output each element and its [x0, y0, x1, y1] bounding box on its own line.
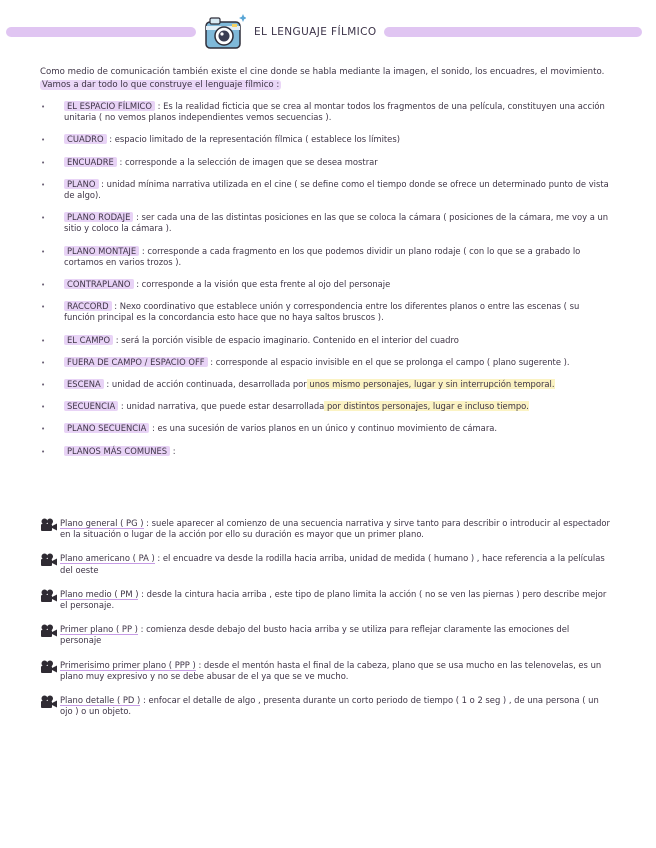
camera-icon [202, 12, 246, 54]
term-item [40, 301, 612, 323]
shot-name: Plano americano ( PA ) [60, 553, 155, 564]
term-item [40, 401, 612, 412]
film-camera-icon [40, 660, 58, 674]
term-description: : corresponde al espacio invisible en el que se prolonga el campo ( plano sugerente ). [207, 356, 570, 367]
term-description: : es una sucesión de varios planos en un único y continuo movimiento de cámara. [149, 423, 498, 434]
bullet-icon: • [41, 381, 46, 390]
film-camera-icon [40, 695, 58, 709]
shot-description: : desde la cintura hacia arriba , este tipo de plano limita la acción ( no se ven las piernas ) pero describe mejor el personaje. [60, 588, 607, 611]
term-item [40, 101, 612, 123]
term-description: : corresponde a la visión que esta frente al ojo del personaje [133, 279, 391, 290]
shot-item [40, 589, 612, 611]
film-camera-icon [40, 589, 58, 603]
bullet-icon: • [41, 358, 46, 367]
shot-name: Primer plano ( PP ) [60, 624, 138, 635]
bullet-icon: • [41, 303, 46, 312]
shot-description: : suele aparecer al comienzo de una secuencia narrativa y sirve tanto para describir o introducir al espectador en la situación o lugar de la acción por ello su duración es mayor que un primer plano. [60, 518, 610, 540]
shot-types-list [40, 518, 612, 730]
term-label: EL ESPACIO FÍLMICO [64, 101, 155, 111]
term-highlight: por distintos personajes, lugar e incluso tiempo. [324, 401, 529, 412]
bullet-icon: • [41, 247, 46, 256]
title-decor-bar-right [384, 27, 642, 37]
term-label: PLANO MONTAJE [64, 246, 139, 256]
term-label: RACCORD [64, 301, 112, 311]
shot-description: : el encuadre va desde la rodilla hacia arriba, unidad de medida ( humano ) , hace referencia a la películas del oeste [60, 553, 605, 575]
term-label: FUERA DE CAMPO / ESPACIO OFF [64, 357, 208, 367]
term-list [40, 101, 612, 468]
shot-name: Plano detalle ( PD ) [60, 695, 141, 706]
film-camera-icon [40, 624, 58, 638]
term-item [40, 357, 612, 368]
term-description: : ser cada una de las distintas posiciones en las que se coloca la cámara ( posiciones de la cámara, me voy a un sitio y coloco la cámara ). [64, 212, 609, 234]
term-description: : corresponde a la selección de imagen que se desea mostrar [116, 156, 378, 167]
shot-description: : enfocar el detalle de algo , presenta durante un corto periodo de tiempo ( 1 o 2 seg ) , de una persona ( un ojo ) o un objeto. [60, 695, 599, 717]
shot-name: Primerisimo primer plano ( PPP ) [60, 659, 196, 670]
bullet-icon: • [41, 425, 46, 434]
term-description: : unidad mínima narrativa utilizada en el cine ( se define como el tiempo donde se ofrece un determinado punto de vista de algo). [64, 178, 609, 201]
intro-paragraph [40, 66, 610, 92]
bullet-icon: • [41, 281, 46, 290]
term-item [40, 446, 612, 457]
term-item [40, 157, 612, 168]
term-label: PLANO SECUENCIA [64, 423, 149, 433]
term-label: PLANO RODAJE [64, 212, 133, 222]
bullet-icon: • [41, 103, 46, 111]
term-item [40, 423, 612, 434]
intro-text: Como medio de comunicación también existe el cine donde se habla mediante la imagen, el sonido, los encuadres, el movimiento. [40, 67, 605, 77]
bullet-icon: • [41, 158, 46, 167]
term-item [40, 134, 612, 145]
shot-item [40, 518, 612, 540]
term-description: : [170, 445, 176, 456]
term-label: CONTRAPLANO [64, 279, 134, 289]
bullet-icon: • [41, 180, 46, 189]
term-label: ESCENA [64, 379, 104, 389]
term-item [40, 379, 612, 390]
bullet-icon: • [41, 336, 46, 345]
term-label: PLANO [64, 179, 99, 189]
shot-item [40, 695, 612, 717]
film-camera-icon [40, 518, 58, 532]
film-camera-icon [40, 553, 58, 567]
term-label: CUADRO [64, 134, 107, 144]
shot-item [40, 553, 612, 575]
term-description: : Nexo coordinativo que establece unión y correspondencia entre los diferentes planos o entre las escenas ( su función principal es la concordancia esto hace que no haya saltos bruscos ). [64, 301, 580, 323]
term-description: : Es la realidad ficticia que se crea al montar todos los fragmentos de una película, constituyen una acción unitaria ( no vemos planos independientes vemos secuencias ). [64, 101, 605, 123]
shot-description: : comienza desde debajo del busto hacia arriba y se utiliza para reflejar claramente las emociones del personaje [60, 624, 570, 646]
term-item [40, 246, 612, 268]
term-label: EL CAMPO [64, 335, 113, 345]
shot-item [40, 624, 612, 646]
term-item [40, 279, 612, 290]
page-title: EL LENGUAJE FÍLMICO [254, 26, 377, 38]
term-item [40, 212, 612, 234]
term-item [40, 179, 612, 201]
title-decor-bar-left [6, 27, 196, 37]
bullet-icon: • [41, 214, 46, 223]
term-description: : será la porción visible de espacio imaginario. Contenido en el interior del cuadro [113, 334, 459, 345]
bullet-icon: • [41, 447, 46, 456]
term-label: SECUENCIA [64, 401, 118, 411]
term-highlight: unos mismo personajes, lugar y sin interrupción temporal. [306, 379, 555, 390]
shot-description: : desde el mentón hasta el final de la cabeza, plano que se usa mucho en las telenovelas, es un plano muy expresivo y no se debe abusar de el ya que se ve mucho. [60, 659, 602, 681]
term-item [40, 335, 612, 346]
intro-highlight: Vamos a dar todo lo que construye el lenguaje fílmico : [42, 80, 280, 90]
shot-name: Plano medio ( PM ) [60, 588, 139, 599]
bullet-icon: • [41, 403, 46, 412]
term-label: ENCUADRE [64, 157, 117, 167]
shot-item [40, 660, 612, 682]
bullet-icon: • [41, 136, 46, 145]
term-description: : unidad de acción continuada, desarrollada por [103, 379, 307, 390]
term-label: PLANOS MÁS COMUNES [64, 446, 170, 456]
term-description: : corresponde a cada fragmento en los que podemos dividir un plano rodaje ( con lo que se a grabado lo cortamos en varios trozos ). [64, 245, 581, 267]
term-description: : unidad narrativa, que puede estar desarrollada [118, 401, 325, 412]
shot-name: Plano general ( PG ) [60, 518, 144, 528]
term-description: : espacio limitado de la representación fílmica ( establece los límites) [106, 134, 400, 145]
